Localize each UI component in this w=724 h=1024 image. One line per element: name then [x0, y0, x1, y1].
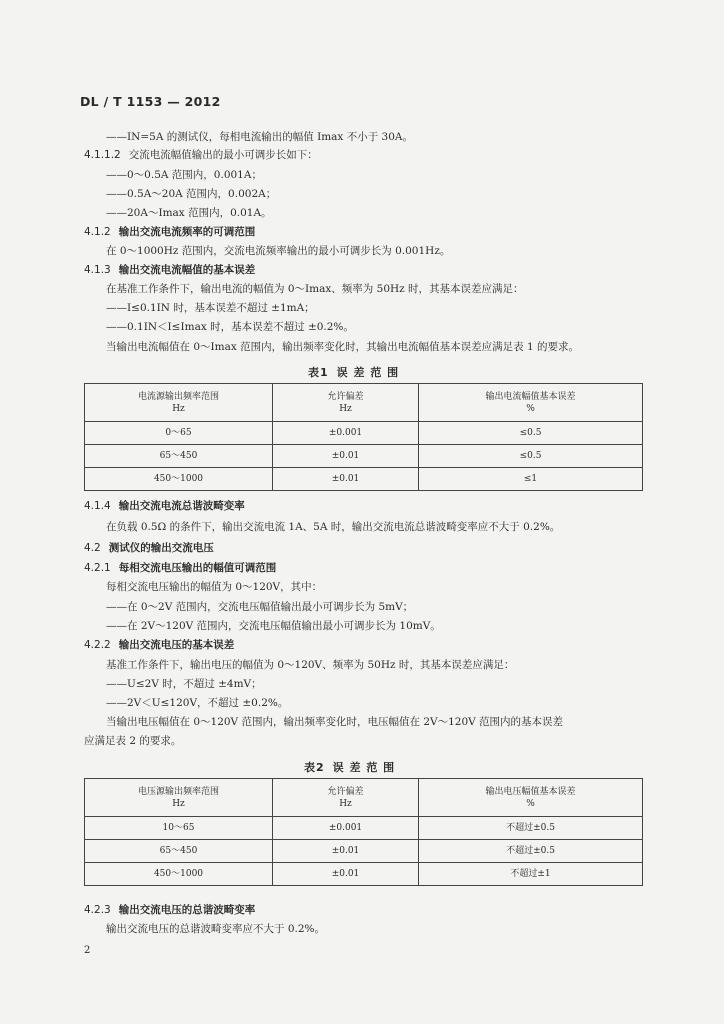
section-heading-4-1-3 [84, 263, 255, 277]
table2-caption-title: 误 差 范 围 [332, 761, 396, 774]
section-title: 输出交流电流频率的可调范围 [118, 226, 256, 238]
text-line: 在 0～1000Hz 范围内，交流电流频率输出的最小可调步长为 0.001Hz。 [106, 245, 451, 257]
table-cell: ±0.01 [273, 468, 419, 491]
table-row [85, 445, 643, 468]
section-number: 4.1.2 [84, 226, 111, 238]
table-header-cell: 允许偏差 Hz [273, 384, 419, 422]
section-number: 4.2 [84, 542, 101, 554]
table-header-cell: 允许偏差 Hz [273, 779, 419, 817]
section-number: 4.2.1 [84, 562, 111, 574]
table-cell: ≤0.5 [419, 445, 643, 468]
text-line: ——IN=5A 的测试仪，每相电流输出的幅值 Imax 不小于 30A。 [106, 131, 413, 143]
section-text: 交流电流幅值输出的最小可调步长如下： [128, 149, 318, 161]
text-line: 基准工作条件下，输出电压的幅值为 0～120V、频率为 50Hz 时，其基本误差应满足： [106, 659, 515, 671]
table-cell: 不超过±0.5 [419, 817, 643, 840]
section-number: 4.1.3 [84, 264, 111, 276]
table-row [85, 468, 643, 491]
section-number: 4.1.1.2 [84, 149, 121, 161]
table-cell: ±0.001 [273, 422, 419, 445]
text-line: 在基准工作条件下，输出电流的幅值为 0～Imax、频率为 50Hz 时，其基本误差应满足： [106, 283, 524, 295]
text-line: ——在 0～2V 范围内，交流电压幅值输出最小可调步长为 5mV； [106, 601, 414, 613]
text-line: ——I≤0.1IN 时，基本误差不超过 ±1mA； [106, 302, 315, 314]
table-header-cell: 输出电压幅值基本误差 % [419, 779, 643, 817]
table-cell: ±0.01 [273, 863, 419, 886]
text-line: 应满足表 2 的要求。 [84, 735, 182, 747]
text-line: 当输出电流幅值在 0～Imax 范围内，输出频率变化时，其输出电流幅值基本误差应满足表 1 的要求。 [106, 341, 579, 353]
text-line: 输出交流电压的总谐波畸变率应不大于 0.2%。 [106, 923, 326, 935]
table-row [85, 422, 643, 445]
section-title: 每相交流电压输出的幅值可调范围 [118, 562, 277, 574]
text-line: ——在 2V～120V 范围内，交流电压幅值输出最小可调步长为 10mV。 [106, 620, 441, 632]
section-title: 输出交流电压的总谐波畸变率 [118, 904, 256, 916]
table-cell: ≤1 [419, 468, 643, 491]
table-row [85, 817, 643, 840]
table2 [84, 778, 643, 886]
table-cell: 450～1000 [85, 863, 273, 886]
table-header-row [85, 779, 643, 817]
text-line: ——U≤2V 时，不超过 ±4mV； [106, 678, 262, 690]
table1 [84, 383, 643, 491]
section-title: 测试仪的输出交流电压 [108, 542, 214, 554]
section-heading-4-2 [84, 541, 214, 555]
table2-caption-number: 表2 [304, 761, 325, 774]
document-code: DL / T 1153 — 2012 [80, 94, 221, 109]
text-line: 在负载 0.5Ω 的条件下，输出交流电流 1A、5A 时，输出交流电流总谐波畸变率应不大于 0.2%。 [106, 521, 561, 533]
table1-caption-number: 表1 [308, 366, 329, 379]
section-heading-4-1-1-2 [84, 148, 318, 162]
text-line: 每相交流电压输出的幅值为 0～120V，其中： [106, 581, 323, 593]
table2-caption [304, 759, 395, 775]
table-header-cell: 输出电流幅值基本误差 % [419, 384, 643, 422]
table-header-cell: 电流源输出频率范围 Hz [85, 384, 273, 422]
table-cell: 不超过±1 [419, 863, 643, 886]
section-heading-4-2-1 [84, 561, 276, 575]
section-number: 4.2.2 [84, 639, 111, 651]
text-line: ——0.1IN＜I≤Imax 时，基本误差不超过 ±0.2%。 [106, 321, 354, 333]
text-line: 当输出电压幅值在 0～120V 范围内，输出频率变化时，电压幅值在 2V～120V 范围内的基本误差 [106, 716, 564, 728]
section-title: 输出交流电流幅值的基本误差 [118, 264, 256, 276]
table-header-cell: 电压源输出频率范围 Hz [85, 779, 273, 817]
table1-caption [308, 364, 399, 380]
section-heading-4-1-2 [84, 225, 255, 239]
section-heading-4-1-4 [84, 499, 245, 513]
text-line: ——0.5A～20A 范围内，0.002A； [106, 188, 277, 200]
table-cell: ±0.001 [273, 817, 419, 840]
table-cell: 65～450 [85, 445, 273, 468]
section-title: 输出交流电压的基本误差 [118, 639, 235, 651]
table-cell: ±0.01 [273, 445, 419, 468]
section-heading-4-2-2 [84, 638, 234, 652]
section-heading-4-2-3 [84, 903, 255, 917]
table-cell: 450～1000 [85, 468, 273, 491]
text-line: ——0～0.5A 范围内，0.001A； [106, 169, 262, 181]
section-title: 输出交流电流总谐波畸变率 [118, 500, 245, 512]
table-row [85, 840, 643, 863]
table-cell: ≤0.5 [419, 422, 643, 445]
table-row [85, 863, 643, 886]
section-number: 4.1.4 [84, 500, 111, 512]
table-cell: 10～65 [85, 817, 273, 840]
table-header-row [85, 384, 643, 422]
table-cell: 0～65 [85, 422, 273, 445]
text-line: ——20A～Imax 范围内，0.01A。 [106, 207, 272, 219]
section-number: 4.2.3 [84, 904, 111, 916]
table1-caption-title: 误 差 范 围 [336, 366, 400, 379]
table-cell: 不超过±0.5 [419, 840, 643, 863]
page-number: 2 [84, 945, 91, 956]
text-line: ——2V＜U≤120V，不超过 ±0.2%。 [106, 697, 289, 709]
table-cell: 65～450 [85, 840, 273, 863]
table-cell: ±0.01 [273, 840, 419, 863]
